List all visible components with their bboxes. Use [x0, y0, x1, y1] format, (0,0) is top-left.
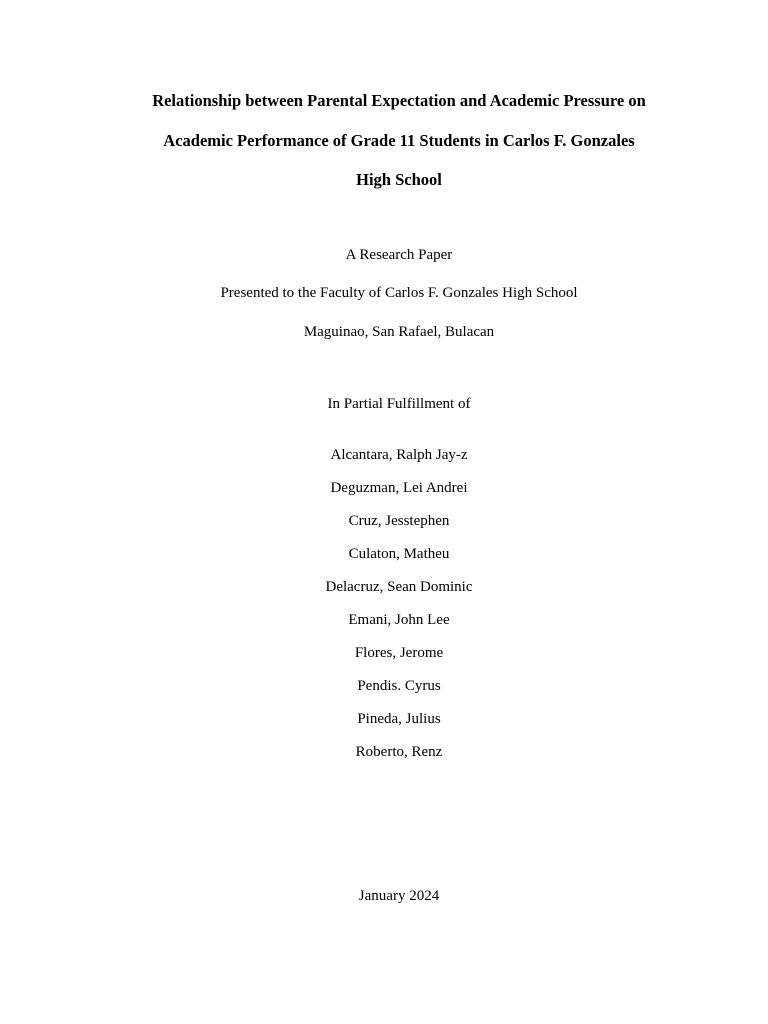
author-name: Cruz, Jesstephen	[348, 513, 450, 529]
fulfillment-statement: In Partial Fulfillment of	[327, 396, 471, 412]
paper-type: A Research Paper	[345, 247, 453, 263]
author-name: Alcantara, Ralph Jay-z	[330, 447, 468, 463]
author-name: Deguzman, Lei Andrei	[330, 480, 468, 496]
author-name: Culaton, Matheu	[348, 546, 450, 562]
author-name: Flores, Jerome	[354, 645, 444, 661]
school-location: Maguinao, San Rafael, Bulacan	[303, 324, 495, 340]
author-name: Delacruz, Sean Dominic	[325, 579, 473, 595]
author-name: Roberto, Renz	[355, 744, 443, 760]
title-line-3: High School	[356, 170, 442, 189]
presented-to: Presented to the Faculty of Carlos F. Gonzales High School	[220, 285, 578, 301]
title-line-2: Academic Performance of Grade 11 Students in Carlos F. Gonzales	[163, 131, 635, 150]
author-name: Emani, John Lee	[348, 612, 450, 628]
submission-date: January 2024	[358, 888, 440, 904]
author-name: Pendis. Cyrus	[357, 678, 441, 694]
author-name: Pineda, Julius	[357, 711, 441, 727]
title-line-1: Relationship between Parental Expectation and Academic Pressure on	[152, 91, 646, 110]
